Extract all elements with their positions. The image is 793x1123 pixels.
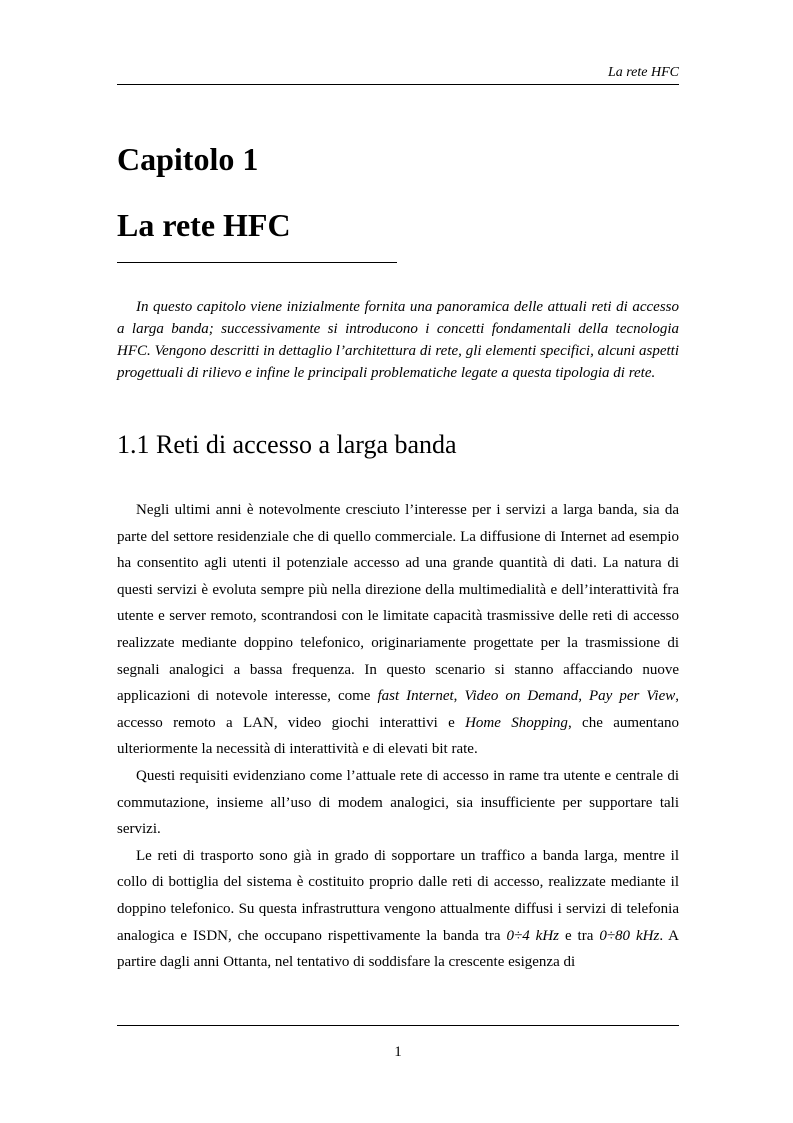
paragraph-2: Questi requisiti evidenziano come l’attuale rete di accesso in rame tra utente e centrale di commutazione, insieme all’uso di modem analogici, sia insufficiente per supportare tali servizi. xyxy=(117,767,679,838)
chapter-abstract: In questo capitolo viene inizialmente fornita una panoramica delle attuali reti di accesso a larga banda; successivamente si introducono i concetti fondamentali della tecnologia HFC. Vengono descritti in dettaglio l’architettura di rete, gli elementi specifici, alcuni aspetti progettuali di rilievo e infine le principali problematiche legate a questa tipologia di rete. xyxy=(117,299,679,381)
chapter-label: Capitolo 1 xyxy=(117,141,259,177)
paragraph-1-text-a: Negli ultimi anni è notevolmente cresciuto l’interesse per i servizi a larga banda, sia da parte del settore residenziale che di quello commerciale. La diffusione di Internet ad esempio ha consentito agli utenti il potenziale accesso ad una grande quantità di dati. La natura di questi servizi è evoluta sempre più nella direzione della multimedialità e dell’interattività fra utente e server remoto, scontrandosi con le limitate capacità trasmissive delle reti di accesso realizzate mediante doppino telefonico, originariamente progettate per la trasmissione di segnali analogici a bassa frequenza. In questo scenario si stanno affacciando nuove applicazioni di notevole interesse, come xyxy=(117,502,679,705)
band-analog: 0÷4 kHz xyxy=(506,927,560,944)
page-number: 1 xyxy=(394,1044,402,1060)
paragraph-3-text-c: . A partire dagli anni Ottanta, nel tentativo di soddisfare la crescente esigenza di xyxy=(117,927,680,971)
header-rule xyxy=(117,84,679,85)
paragraph-3-text-a: Le reti di trasporto sono già in grado di sopportare un traffico a banda larga, mentre il collo di bottiglia del sistema è costituito proprio dalle reti di accesso, realizzate mediante il doppino telefonico. Su questa infrastruttura vengono attualmente diffusi i servizi di telefonia analogica e ISDN, che occupano rispettivamente la banda tra xyxy=(117,847,679,944)
paragraph-1 xyxy=(117,497,679,763)
band-isdn: 0÷80 kHz xyxy=(599,927,660,944)
body-text xyxy=(117,497,679,976)
footer-rule xyxy=(117,1025,679,1026)
paragraph-1-text-c: , xyxy=(578,688,589,705)
chapter-title-rule xyxy=(117,262,397,263)
paragraph-1-text-b: , xyxy=(453,688,465,705)
chapter-title: La rete HFC xyxy=(117,207,291,243)
section-title: 1.1 Reti di accesso a larga banda xyxy=(117,430,457,459)
paragraph-1-text-d: , accesso remoto a LAN, video giochi interattivi e xyxy=(117,688,680,731)
paragraph-1-text-e: , che aumentano ulteriormente la necessità di interattività e di elevati bit rate. xyxy=(117,714,680,758)
term-pay-per-view: Pay per View xyxy=(589,688,676,705)
paragraph-3-text-b: e tra xyxy=(559,927,600,944)
term-fast-internet: fast Internet xyxy=(377,688,454,705)
running-header: La rete HFC xyxy=(607,65,679,80)
term-video-on-demand: Video on Demand xyxy=(464,688,579,705)
paragraph-3 xyxy=(117,843,679,976)
term-home-shopping: Home Shopping xyxy=(465,714,568,731)
